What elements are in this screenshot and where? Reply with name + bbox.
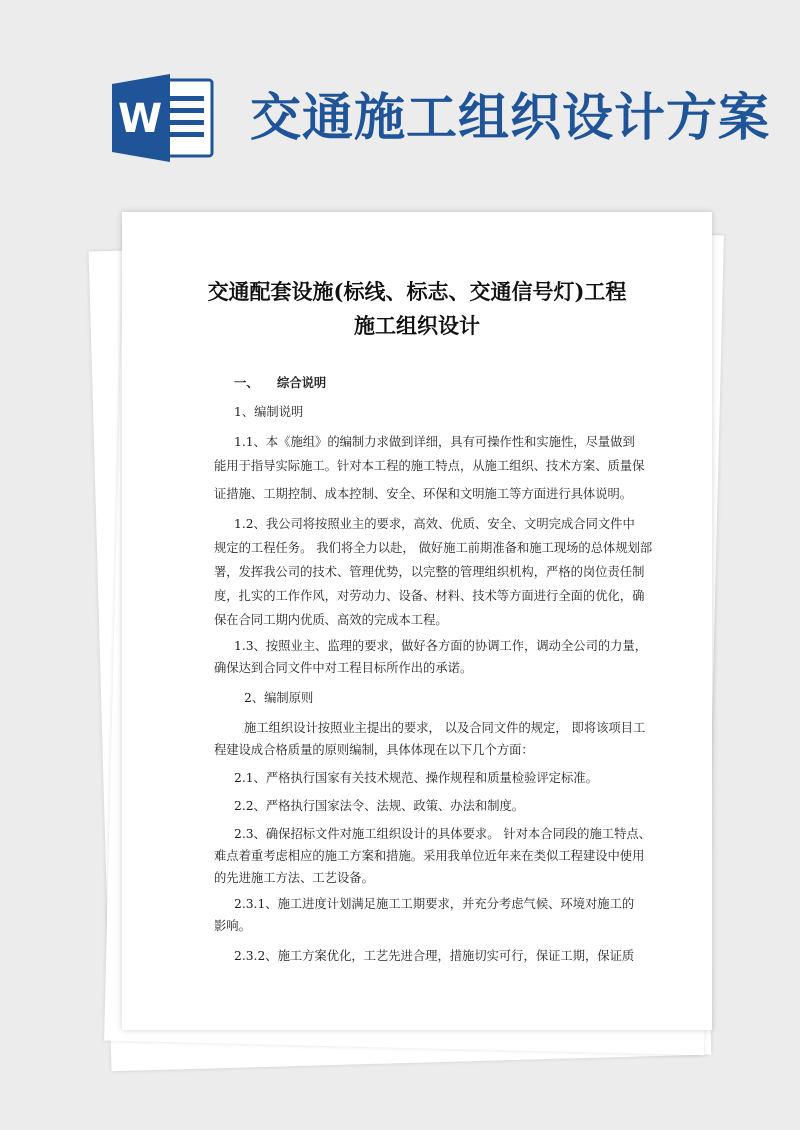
paragraph-line: 能用于指导实际施工。针对本工程的施工特点，从施工组织、技术方案、质量保 [214, 459, 645, 473]
document-title: 交通配套设施(标线、标志、交通信号灯)工程 [207, 279, 627, 304]
paragraph-line: 2.2、严格执行国家法令、法规、政策、办法和制度。 [234, 799, 525, 813]
paragraph-line: 保在合同工期内优质、高效的完成本工程。 [214, 613, 448, 627]
paragraph-line: 度，扎实的工作作风，对劳动力、设备、材料、技术等方面进行全面的优化，确 [214, 589, 645, 603]
paragraph-line: 2.3.1、施工进度计划满足施工工期要求，并充分考虑气候、环境对施工的 [234, 897, 635, 911]
word-document-icon [112, 74, 216, 162]
paragraph-line: 2.3、确保招标文件对施工组织设计的具体要求。 针对本合同段的施工特点、 [234, 827, 651, 841]
subsection-heading: 1、编制说明 [234, 405, 304, 419]
document-subtitle: 施工组织设计 [354, 313, 480, 338]
paragraph-line: 程建设成合格质量的原则编制，具体体现在以下几个方面： [214, 743, 534, 757]
paragraph-line: 确保达到合同文件中对工程目标所作出的承诺。 [214, 661, 473, 675]
paragraph-line: 2.1、严格执行国家有关技术规范、操作规程和质量检验评定标准。 [234, 771, 598, 785]
paragraph-line: 影响。 [214, 919, 251, 933]
paragraph-line: 署，发挥我公司的技术、管理优势，以完整的管理组织机构，严格的岗位责任制 [214, 565, 645, 579]
paragraph-line: 施工组织设计按照业主提出的要求， 以及合同文件的规定， 即将该项目工 [244, 721, 646, 735]
paragraph-line: 规定的工程任务。 我们将全力以赴， 做好施工前期准备和施工现场的总体规划部 [214, 541, 653, 555]
paragraph-line: 1.3、按照业主、监理的要求，做好各方面的协调工作，调动全公司的力量， [234, 639, 648, 653]
subsection-heading: 2、编制原则 [244, 691, 314, 705]
banner-title: 交通施工组织设计方案 [250, 89, 771, 148]
paragraph-line: 2.3.2、施工方案优化，工艺先进合理，措施切实可行，保证工期，保证质 [234, 949, 635, 963]
banner [0, 0, 800, 200]
word-icon-letter: W [117, 96, 163, 142]
paragraph-line: 难点着重考虑相应的施工方案和措施。采用我单位近年来在类似工程建设中使用 [214, 849, 645, 863]
paragraph-line: 的先进施工方法、工艺设备。 [214, 871, 374, 885]
paragraph-line: 1.2、我公司将按照业主的要求，高效、优质、安全、文明完成合同文件中 [234, 517, 635, 531]
paragraph-line: 1.1、本《施组》的编制力求做到详细，具有可操作性和实施性，尽量做到 [234, 435, 635, 449]
document-page [122, 212, 712, 1030]
section-heading: 一、 综合说明 [234, 375, 327, 390]
paragraph-line: 证措施、工期控制、成本控制、安全、环保和文明施工等方面进行具体说明。 [214, 487, 633, 501]
